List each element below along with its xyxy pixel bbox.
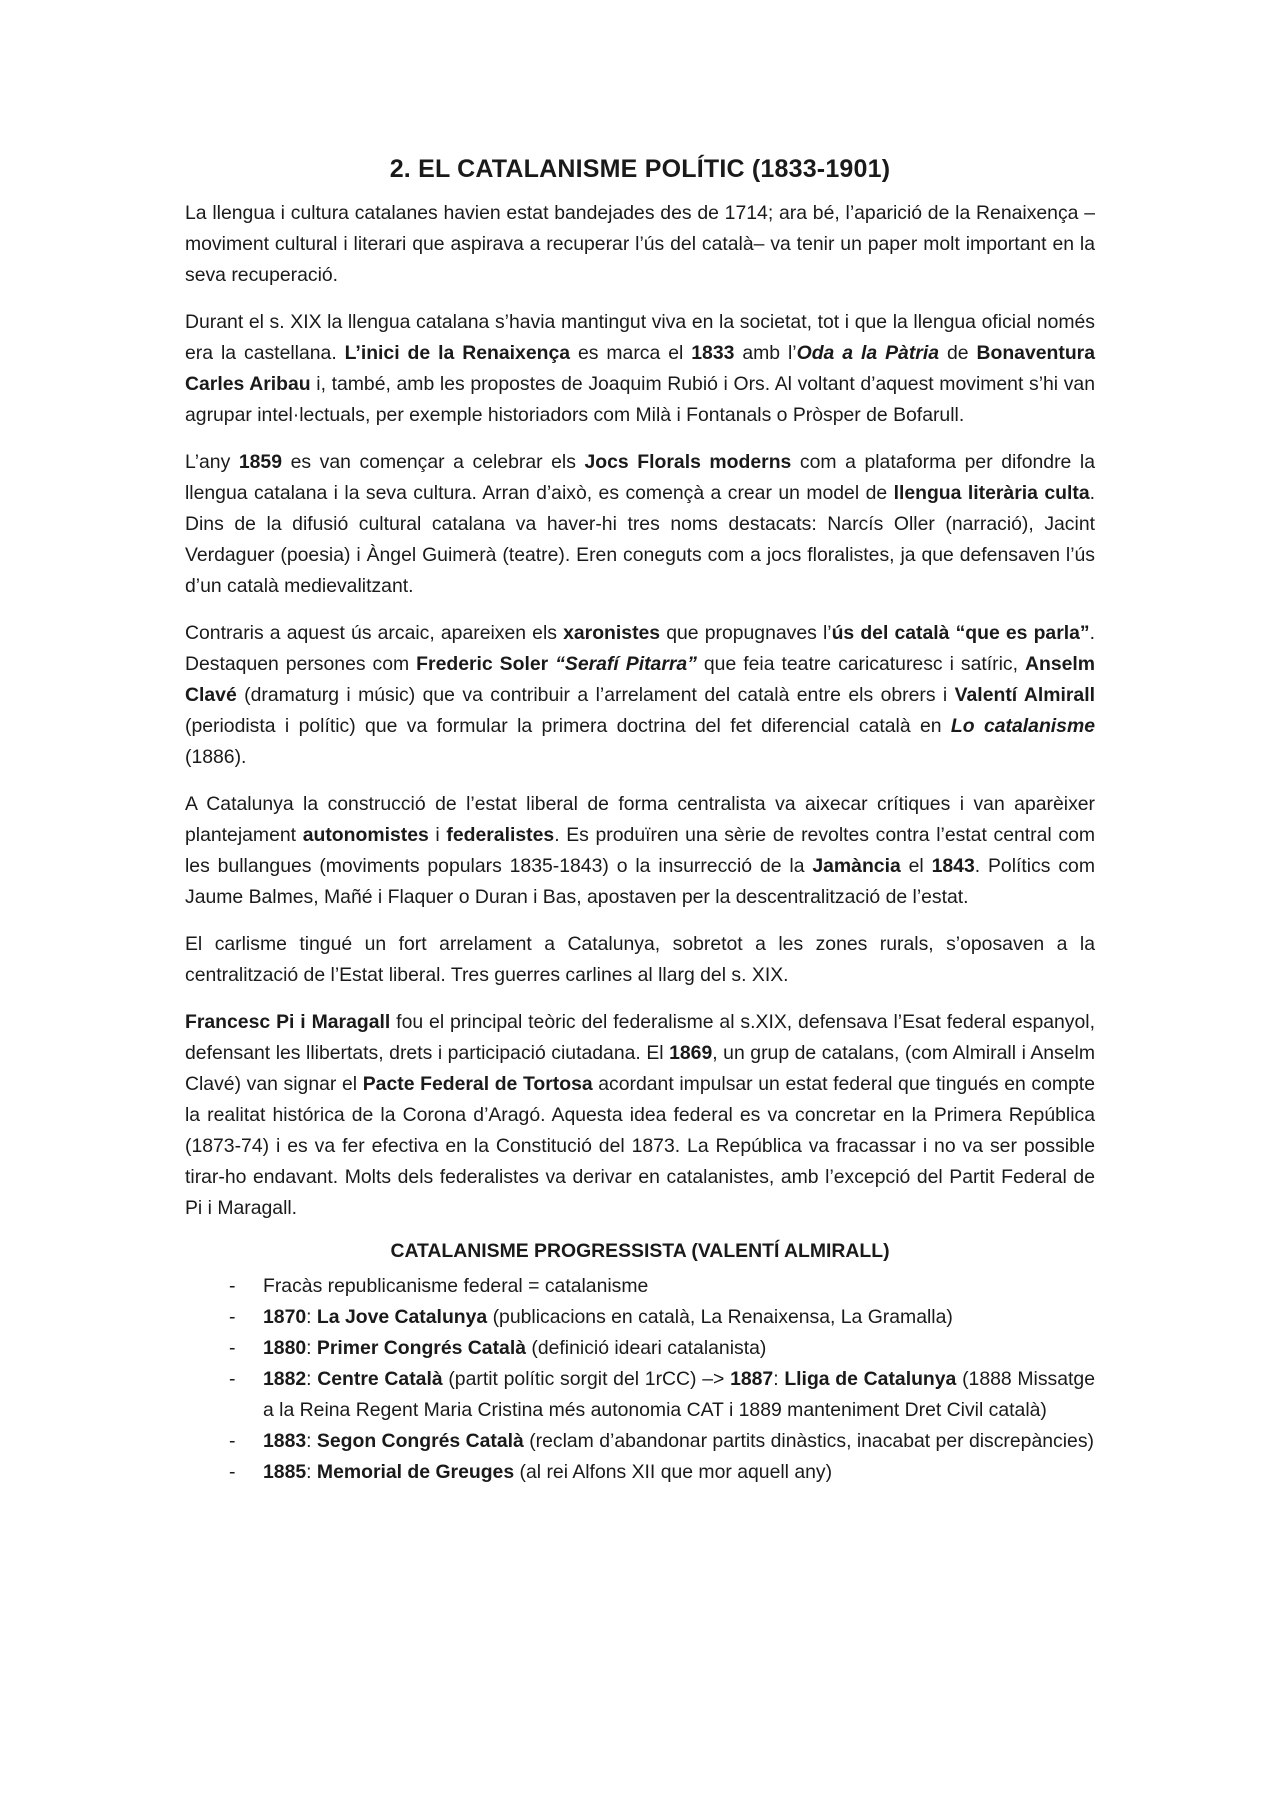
list-dash: - — [229, 1368, 236, 1390]
paragraph-renaixenca-start: Durant el s. XIX la llengua catalana s’havia mantingut viva en la societat, tot i que la llengua oficial només era la castellana. L’inici de la Renaixença es marca el 1833 amb l’Oda a la Pàtria de Bonaventura Carles Aribau i, també, amb les propostes de Joaquim Rubió i Ors. Al voltant d’aquest moviment s’hi van agrupar intel·lectuals, per exemple historiadors com Milà i Fontanals o Pròsper de Bofarull. — [185, 311, 1096, 426]
list-item: - 1880: Primer Congrés Català (definició ideari catalanista) — [185, 1333, 1095, 1364]
paragraph-renaixenca-intro: La llengua i cultura catalanes havien estat bandejades des de 1714; ara bé, l’aparició de la Renaixença –moviment cultural i literari que aspirava a recuperar l’ús del català– va tenir un paper molt important en la seva recuperació. — [185, 202, 1095, 286]
list-item: - 1882: Centre Català (partit polític sorgit del 1rCC) –> 1887: Lliga de Catalunya (1888 Missatge a la Reina Regent Maria Cristina més autonomia CAT i 1889 manteniment Dret Civil català) — [185, 1364, 1095, 1426]
list-item: - Fracàs republicanisme federal = catalanisme — [185, 1271, 1095, 1302]
list-item: - 1885: Memorial de Greuges (al rei Alfons XII que mor aquell any) — [185, 1457, 1095, 1488]
list-dash: - — [229, 1430, 236, 1452]
page-title: 2. EL CATALANISME POLÍTIC (1833-1901) — [389, 155, 891, 183]
list-dash: - — [229, 1461, 236, 1483]
list-dash: - — [229, 1306, 236, 1328]
list-item: - 1870: La Jove Catalunya (publicacions en català, La Renaixensa, La Gramalla) — [185, 1302, 1095, 1333]
list-dash: - — [229, 1337, 236, 1359]
paragraph-federalisme: Francesc Pi i Maragall fou el principal teòric del federalisme al s.XIX, defensava l’Esat federal espanyol, defensant les llibertats, drets i participació ciutadana. El 1869, un grup de catalans, (com Almirall i Anselm Clavé) van signar el Pacte Federal de Tortosa acordant impulsar un estat federal que tingués en compte la realitat histórica de la Corona d’Aragó. Aquesta idea federal es va concretar en la Primera República (1873-74) i es va fer efectiva en la Constitució del 1873. La República va fracassar i no va ser possible tirar-ho endavant. Molts dels federalistes va derivar en catalanistes, amb l’excepció del Partit Federal de Pi i Maragall. — [185, 1011, 1095, 1219]
paragraph-jocs-florals: L’any 1859 es van començar a celebrar els Jocs Florals moderns com a plataforma per difondre la llengua catalana i la seva cultura. Arran d’això, es començà a crear un model de llengua literària culta. Dins de la difusió cultural catalana va haver-hi tres noms destacats: Narcís Oller (narració), Jacint Verdaguer (poesia) i Àngel Guimerà (teatre). Eren coneguts com a jocs floralistes, ja que defensaven l’ús d’un català medievalitzant. — [185, 451, 1095, 597]
paragraph-estat-liberal: A Catalunya la construcció de l’estat liberal de forma centralista va aixecar crítiques i van aparèixer plantejament autonomistes i federalistes. Es produïren una sèrie de revoltes contra l’estat central com les bullangues (moviments populars 1835-1843) o la insurrecció de la Jamància el 1843. Polítics com Jaume Balmes, Mañé i Flaquer o Duran i Bas, apostaven per la descentralització de l’estat. — [185, 793, 1096, 908]
list-dash: - — [229, 1275, 236, 1297]
paragraph-xaronistes: Contraris a aquest ús arcaic, apareixen els xaronistes que propugnaves l’ús del català “que es parla”. Destaquen persones com Frederic Soler “Serafí Pitarra” que feia teatre caricaturesc i satíric, Anselm Clavé (dramaturg i músic) que va contribuir a l’arrelament del català entre els obrers i Valentí Almirall (periodista i polític) que va formular la primera doctrina del fet diferencial català en Lo catalanisme (1886). — [185, 622, 1096, 768]
list-item: - 1883: Segon Congrés Català (reclam d’abandonar partits dinàstics, inacabat per discrepàncies) — [185, 1426, 1095, 1457]
section-heading: CATALANISME PROGRESSISTA (VALENTÍ ALMIRALL) — [390, 1240, 890, 1262]
paragraph-carlisme: El carlisme tingué un fort arrelament a Catalunya, sobretot a les zones rurals, s’oposaven a la centralització de l’Estat liberal. Tres guerres carlines al llarg del s. XIX. — [185, 933, 1095, 986]
catalanisme-progressista-list — [185, 1271, 1095, 1488]
